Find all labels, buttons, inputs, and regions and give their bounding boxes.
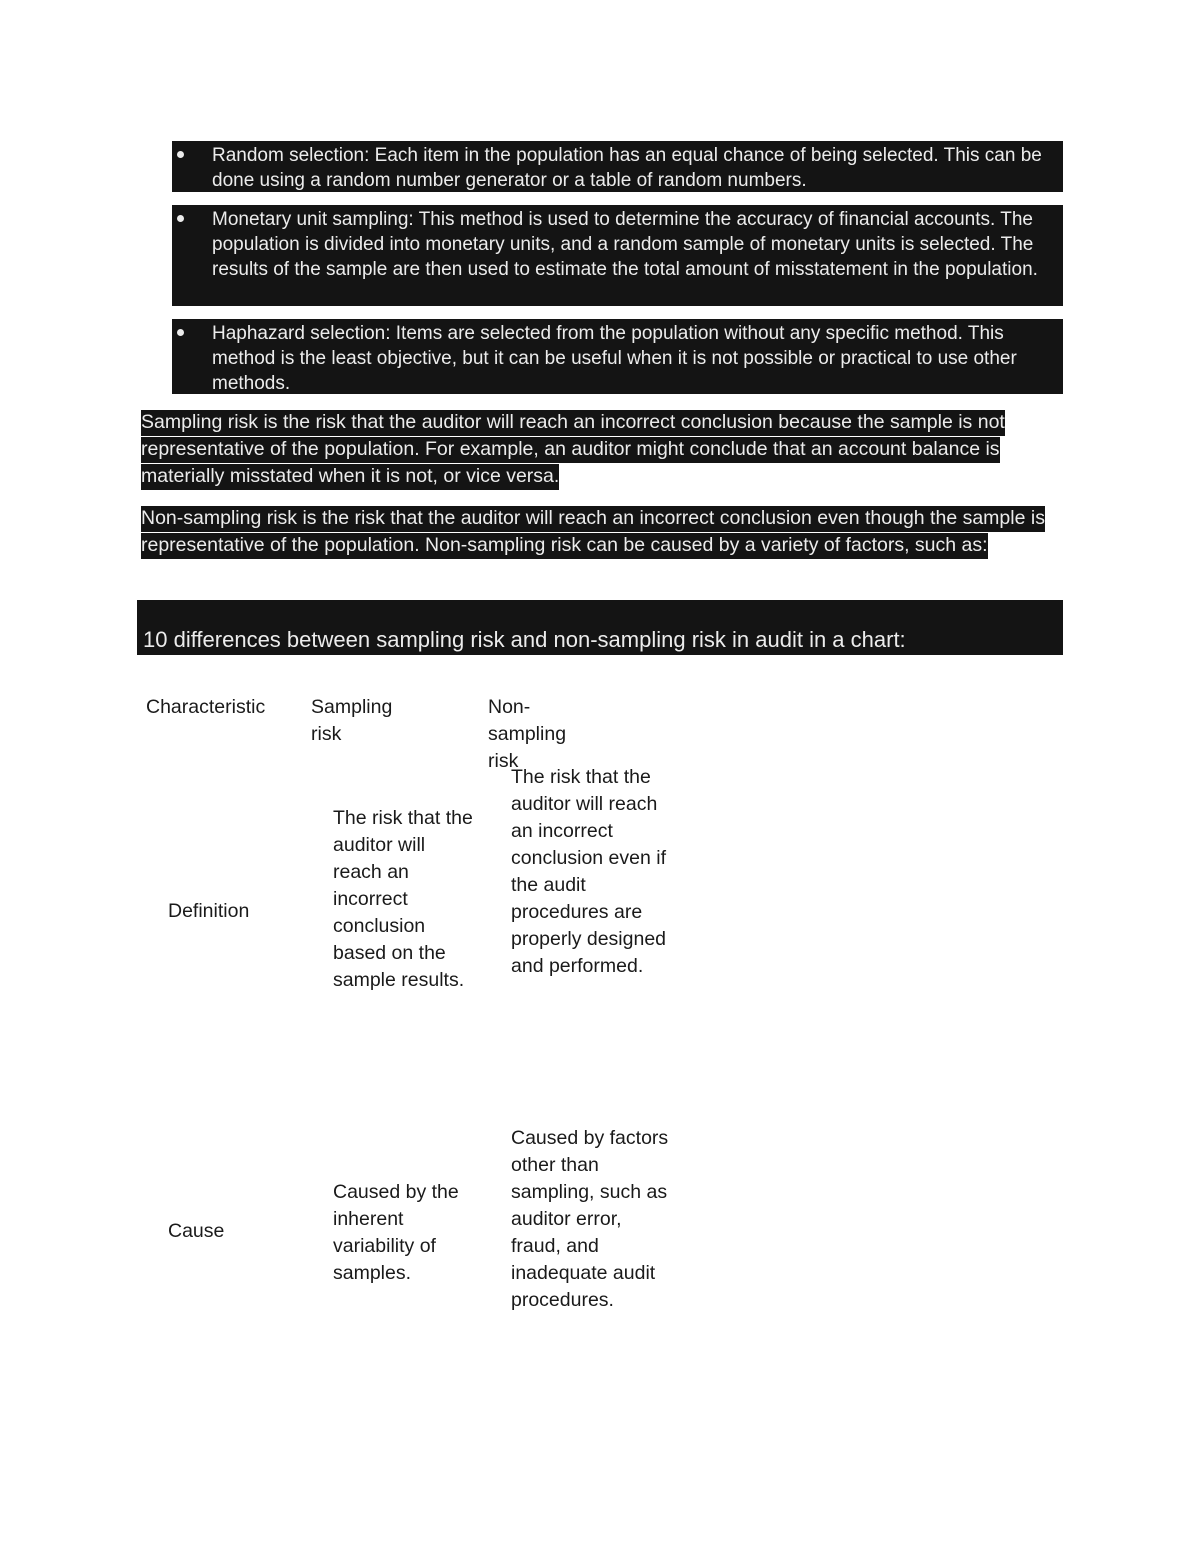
list-item-text: Random selection: Each item in the population has an equal chance of being selected. This can be done using a random number generator or a table of random numbers. (212, 145, 1042, 191)
cause-non-sampling-cell: Caused by factors other than sampling, such as auditor error, fraud, and inadequate audit procedures. (511, 1127, 669, 1311)
list-item (172, 141, 1063, 192)
paragraph-text: Non-sampling risk is the risk that the auditor will reach an incorrect conclusion even though the sample is representative of the population. Non-sampling risk can be caused by a variety of factors, such as: (141, 506, 1045, 559)
bullet-icon (177, 329, 184, 336)
cause-sampling-cell: Caused by the inherent variability of samples. (333, 1181, 459, 1284)
bullet-icon (177, 215, 184, 222)
row-label-definition: Definition (168, 900, 250, 922)
row-label-cause: Cause (168, 1220, 225, 1242)
definition-sampling-cell: The risk that the auditor will reach an incorrect conclusion based on the sample results. (333, 807, 473, 991)
list-item-text: Haphazard selection: Items are selected from the population without any specific method. This method is the least objective, but it can be useful when it is not possible or practical to use other methods. (212, 323, 1017, 394)
list-item (172, 205, 1063, 306)
section-heading: 10 differences between sampling risk and non-sampling risk in audit in a chart: (143, 627, 906, 652)
definition-non-sampling-cell: The risk that the auditor will reach an incorrect conclusion even if the audit procedures are properly designed and performed. (511, 766, 667, 977)
bullet-icon (177, 151, 184, 158)
list-item-text: Monetary unit sampling: This method is used to determine the accuracy of financial accounts. The population is divided into monetary units, and a random sample of monetary units is selected. The results of the sample are then used to estimate the total amount of misstatement in the population. (212, 209, 1038, 280)
non-sampling-risk-paragraph (141, 505, 1053, 559)
column-header-characteristic: Characteristic (146, 696, 266, 718)
sampling-risk-paragraph (141, 409, 1053, 490)
section-heading-bar (137, 600, 1063, 655)
paragraph-text: Sampling risk is the risk that the auditor will reach an incorrect conclusion because the sample is not representative of the population. For example, an auditor might conclude that an account balance is materially misstated when it is not, or vice versa. (141, 410, 1005, 490)
column-header-sampling-risk: Sampling risk (311, 696, 393, 745)
column-header-non-sampling-risk: Non-sampling risk (488, 696, 567, 772)
list-item (172, 319, 1063, 394)
